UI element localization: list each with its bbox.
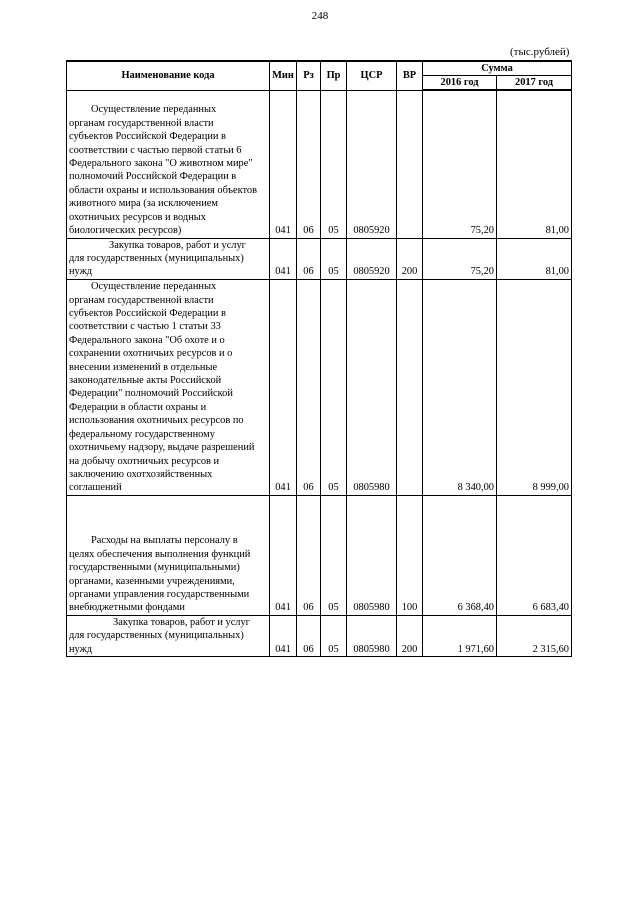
header-sum: Сумма: [423, 61, 572, 76]
units-label: (тыс.рублей): [510, 46, 570, 58]
row-name-line: целях обеспечения выполнения функций: [69, 548, 251, 560]
row-name-line: органами, казенными учреждениями,: [69, 575, 235, 587]
row-csr: 0805980: [347, 495, 397, 615]
row-name: [67, 279, 270, 495]
row-rz: 06: [297, 279, 321, 495]
row-name-line: соответствии с частью 1 статьи 33: [69, 321, 221, 333]
table-row: [67, 495, 572, 615]
row-amount-2016: 1 971,60: [423, 615, 497, 656]
table-body: [67, 90, 572, 656]
row-name-line: законодательные акты Российской: [69, 375, 222, 387]
row-pr: 05: [321, 279, 347, 495]
row-name-line: органам государственной власти: [69, 117, 214, 129]
row-name-line: органам государственной власти: [69, 294, 214, 306]
row-amount-2017: 6 683,40: [497, 495, 572, 615]
row-rz: 06: [297, 615, 321, 656]
header-2017: 2017 год: [497, 76, 572, 91]
row-rz: 06: [297, 495, 321, 615]
row-amount-2017: 2 315,60: [497, 615, 572, 656]
row-name-line: федеральному государственному: [69, 428, 215, 440]
row-name-line: заключению охотхозяйственных: [69, 468, 213, 480]
row-name: [67, 90, 270, 238]
row-name: [67, 238, 270, 279]
row-amount-2016: 8 340,00: [423, 279, 497, 495]
row-name-line: животного мира (за исключением: [69, 198, 218, 210]
row-name-line: для государственных (муниципальных): [69, 630, 244, 642]
row-min: 041: [270, 279, 297, 495]
row-rz: 06: [297, 90, 321, 238]
row-pr: 05: [321, 615, 347, 656]
row-name-line: государственными (муниципальными): [69, 562, 240, 574]
table-row: [67, 238, 572, 279]
header-2016: 2016 год: [423, 76, 497, 91]
row-csr: 0805980: [347, 615, 397, 656]
row-vr: 100: [397, 495, 423, 615]
row-name-line: соглашений: [69, 482, 122, 494]
row-name-line: Федерального закона "Об охоте и о: [69, 334, 225, 346]
row-vr: [397, 90, 423, 238]
budget-table: [66, 60, 572, 657]
header-name: Наименование кода: [67, 61, 270, 90]
row-name-line: области охраны и использования объектов: [69, 184, 258, 196]
row-name-line: Федерации" полномочий Российской: [69, 388, 233, 400]
row-name-line: Закупка товаров, работ и услуг: [109, 239, 246, 251]
row-pr: 05: [321, 495, 347, 615]
row-name-line: использования охотничьих ресурсов по: [69, 415, 244, 427]
row-name-line: на добычу охотничьих ресурсов и: [69, 455, 220, 467]
row-amount-2016: 75,20: [423, 90, 497, 238]
row-csr: 0805920: [347, 90, 397, 238]
row-pr: 05: [321, 90, 347, 238]
row-min: 041: [270, 238, 297, 279]
row-min: 041: [270, 90, 297, 238]
row-name-line: биологических ресурсов): [69, 225, 182, 237]
header-csr: ЦСР: [347, 61, 397, 90]
row-amount-2016: 75,20: [423, 238, 497, 279]
header-min: Мин: [270, 61, 297, 90]
row-vr: 200: [397, 615, 423, 656]
row-name-line: для государственных (муниципальных): [69, 252, 244, 264]
row-name-line: внесении изменений в отдельные: [69, 361, 218, 373]
row-name-line: полномочий Российской Федерации в: [69, 171, 237, 183]
row-vr: 200: [397, 238, 423, 279]
row-min: 041: [270, 615, 297, 656]
row-name-line: субъектов Российской Федерации в: [69, 131, 226, 143]
row-name-line: нужд: [69, 266, 93, 278]
header-rz: Рз: [297, 61, 321, 90]
row-name-line: внебюджетными фондами: [69, 602, 185, 614]
row-name-line: Федерации в области охраны и: [69, 401, 207, 413]
row-name: [67, 615, 270, 656]
row-name-line: субъектов Российской Федерации в: [69, 308, 226, 320]
row-name-line: нужд: [69, 643, 93, 655]
row-name-line: Осуществление переданных: [91, 104, 217, 116]
row-name-line: Осуществление переданных: [91, 281, 217, 293]
row-rz: 06: [297, 238, 321, 279]
header-vr: ВР: [397, 61, 423, 90]
table-row: [67, 615, 572, 656]
row-amount-2017: 81,00: [497, 90, 572, 238]
row-min: 041: [270, 495, 297, 615]
row-amount-2017: 8 999,00: [497, 279, 572, 495]
row-csr: 0805980: [347, 279, 397, 495]
row-name-line: сохранении охотничьих ресурсов и о: [69, 348, 233, 360]
row-name-line: Расходы на выплаты персоналу в: [91, 535, 238, 547]
table-row: [67, 90, 572, 238]
row-csr: 0805920: [347, 238, 397, 279]
row-name-line: Федерального закона "О животном мире": [69, 158, 253, 170]
row-name: [67, 495, 270, 615]
row-vr: [397, 279, 423, 495]
row-name-line: соответствии с частью первой статьи 6: [69, 144, 242, 156]
row-name-line: органами управления государственными: [69, 588, 250, 600]
row-amount-2016: 6 368,40: [423, 495, 497, 615]
row-amount-2017: 81,00: [497, 238, 572, 279]
row-pr: 05: [321, 238, 347, 279]
row-name-line: охотничьему надзору, выдаче разрешений: [69, 442, 255, 454]
row-name-line: Закупка товаров, работ и услуг: [113, 616, 250, 628]
page-number: 248: [311, 10, 329, 22]
header-pr: Пр: [321, 61, 347, 90]
row-name-line: охотничьих ресурсов и водных: [69, 211, 206, 223]
table-row: [67, 279, 572, 495]
